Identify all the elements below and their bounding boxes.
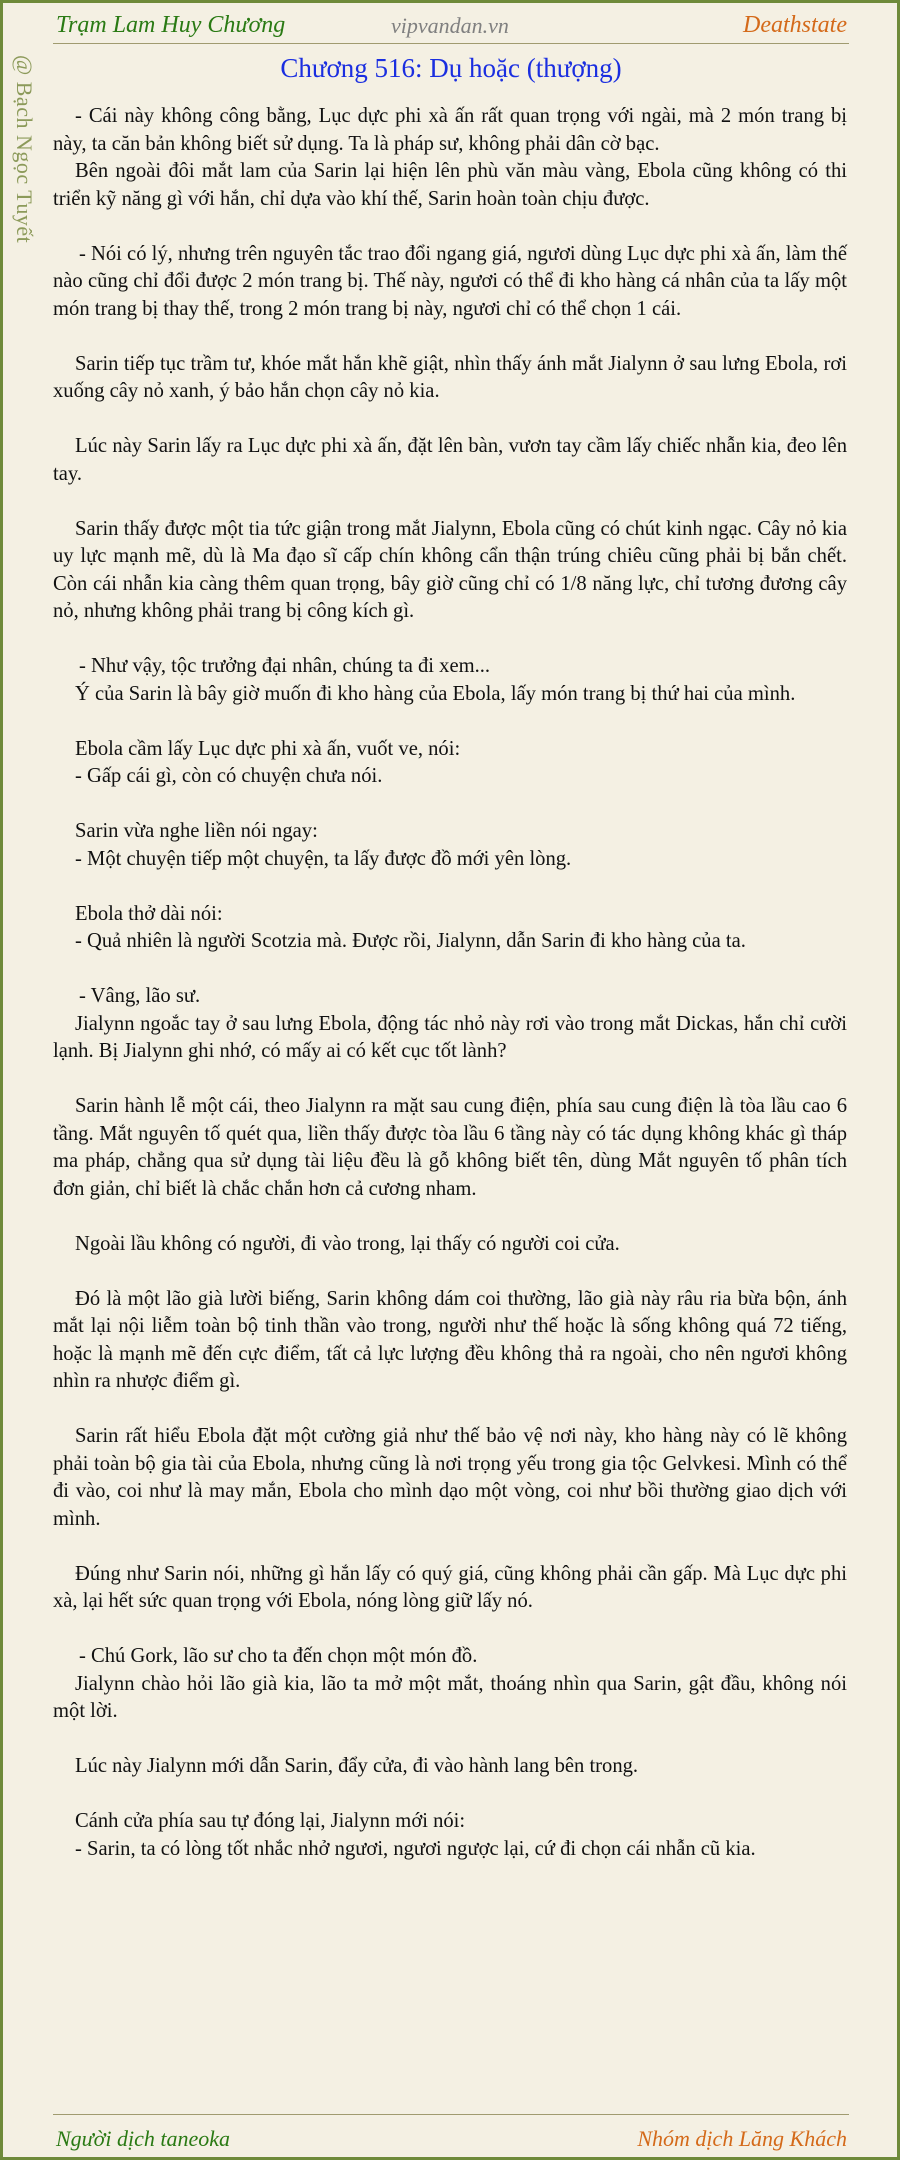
chapter-body xyxy=(53,103,847,1863)
paragraph-gap xyxy=(53,1533,847,1561)
paragraph: - Gấp cái gì, còn có chuyện chưa nói. xyxy=(75,765,383,787)
page-footer xyxy=(53,2114,849,2153)
header-site-name: Trạm Lam Huy Chương xyxy=(56,12,286,38)
paragraph: - Nói có lý, nhưng trên nguyên tắc trao đổi ngang giá, ngươi dùng Lục dực phi xà ấn, làm thế nào cũng chỉ đổi được 2 món trang bị. Thế này, ngươi có thể đi kho hàng cá nhân của ta lấy một món trang bị thay thế, trong 2 món trang bị này, ngươi chỉ có thể chọn 1 cái. xyxy=(53,242,847,320)
paragraph: Sarin tiếp tục trầm tư, khóe mắt hắn khẽ giật, nhìn thấy ánh mắt Jialynn ở sau lưng Ebola, rơi xuống cây nỏ xanh, ý bảo hắn chọn cây nỏ kia. xyxy=(53,352,847,402)
paragraph: Bên ngoài đôi mắt lam của Sarin lại hiện lên phù văn màu vàng, Ebola cũng không có thi triển kỹ năng gì với hắn, chỉ dựa vào khí thế, Sarin hoàn toàn chịu được. xyxy=(53,160,847,210)
footer-group: Nhóm dịch Lăng Khách xyxy=(637,2126,847,2151)
paragraph-gap xyxy=(53,873,847,901)
paragraph: Đúng như Sarin nói, những gì hắn lấy có quý giá, cũng không phải cần gấp. Mà Lục dực phi xà, lại hết sức quan trọng với Ebola, nóng lòng giữ lấy nó. xyxy=(53,1562,847,1612)
paragraph-gap xyxy=(53,1203,847,1231)
header-url: vipvandan.vn xyxy=(391,13,509,38)
paragraph: Sarin rất hiểu Ebola đặt một cường giả như thế bảo vệ nơi này, kho hàng này có lẽ không phải toàn bộ gia tài của Ebola, nhưng cũng là nơi trọng yếu trong gia tộc Gelvkesi. Mình có thể đi vào, coi như là may mắn, Ebola cho mình dạo một vòng, coi như bồi thường giao dịch với mình. xyxy=(53,1425,847,1530)
paragraph: Lúc này Jialynn mới dẫn Sarin, đẩy cửa, đi vào hành lang bên trong. xyxy=(75,1755,639,1777)
paragraph: Cánh cửa phía sau tự đóng lại, Jialynn mới nói: xyxy=(75,1810,466,1832)
paragraph-gap xyxy=(53,708,847,736)
paragraph-gap xyxy=(53,323,847,351)
paragraph-gap xyxy=(53,1396,847,1424)
paragraph: - Cái này không công bằng, Lục dực phi xà ấn rất quan trọng với ngài, mà 2 món trang bị này, ta căn bản không biết sử dụng. Ta là pháp sư, không phải dân cờ bạc. xyxy=(53,105,847,155)
paragraph: Đó là một lão già lười biếng, Sarin không dám coi thường, lão già này râu ria bừa bộn, ánh mắt lại nội liễm toàn bộ tinh thần vào trong, người như thế hoặc là sống không quá 72 tiếng, hoặc là mạnh mẽ đến cực điểm, tất cả lực lượng đều không thả ra ngoài, cho nên ngươi không nhìn ra nhược điểm gì. xyxy=(53,1287,847,1392)
paragraph-gap xyxy=(53,406,847,434)
paragraph-gap xyxy=(53,956,847,984)
paragraph: - Như vậy, tộc trưởng đại nhân, chúng ta đi xem... xyxy=(79,655,491,677)
paragraph: Lúc này Sarin lấy ra Lục dực phi xà ấn, đặt lên bàn, vươn tay cầm lấy chiếc nhẫn kia, đeo lên tay. xyxy=(53,435,847,485)
paragraph: Ebola cầm lấy Lục dực phi xà ấn, vuốt ve, nói: xyxy=(75,737,461,760)
page-header xyxy=(53,9,849,44)
paragraph: Ebola thở dài nói: xyxy=(75,902,223,925)
paragraph-gap xyxy=(53,1726,847,1754)
paragraph-gap xyxy=(53,1616,847,1644)
chapter-title: Chương 516: Dụ hoặc (thượng) xyxy=(280,53,622,83)
paragraph-gap xyxy=(53,488,847,516)
paragraph: Jialynn chào hỏi lão già kia, lão ta mở một mắt, thoáng nhìn qua Sarin, gật đầu, không nói một lời. xyxy=(53,1672,847,1722)
paragraph: Sarin vừa nghe liền nói ngay: xyxy=(75,820,318,842)
paragraph-gap xyxy=(53,1781,847,1809)
footer-translator: Người dịch taneoka xyxy=(56,2126,231,2151)
paragraph: Sarin hành lễ một cái, theo Jialynn ra mặt sau cung điện, phía sau cung điện là tòa lầu cao 6 tầng. Mắt nguyên tố quét qua, liền thấy được tòa lầu 6 tầng này có tác dụng không khác gì tháp ma pháp, chẳng qua sử dụng tài liệu đều là gỗ không biết tên, dùng Mắt nguyên tố phân tích đơn giản, chỉ biết là chắc chắn hơn cả cương nham. xyxy=(53,1095,847,1200)
paragraph-gap xyxy=(53,213,847,241)
paragraph: Sarin thấy được một tia tức giận trong mắt Jialynn, Ebola cũng có chút kinh ngạc. Cây nỏ kia uy lực mạnh mẽ, dù là Ma đạo sĩ cấp chín không cẩn thận trúng chiêu cũng phải bị bắn chết. Còn cái nhẫn kia càng thêm quan trọng, bây giờ cũng chỉ có 1/8 năng lực, chỉ tương đương cây nỏ, nhưng không phải trang bị công kích gì. xyxy=(53,517,847,622)
paragraph: - Quả nhiên là người Scotzia mà. Được rồi, Jialynn, dẫn Sarin đi kho hàng của ta. xyxy=(75,930,746,952)
paragraph: - Chú Gork, lão sư cho ta đến chọn một món đồ. xyxy=(79,1645,478,1667)
paragraph: - Một chuyện tiếp một chuyện, ta lấy được đồ mới yên lòng. xyxy=(75,847,572,870)
paragraph-gap xyxy=(53,1066,847,1094)
paragraph: Ý của Sarin là bây giờ muốn đi kho hàng của Ebola, lấy món trang bị thứ hai của mình. xyxy=(75,682,796,705)
paragraph: - Vâng, lão sư. xyxy=(79,985,201,1007)
paragraph: Jialynn ngoắc tay ở sau lưng Ebola, động tác nhỏ này rơi vào trong mắt Dickas, hắn chỉ cười lạnh. Bị Jialynn ghi nhớ, có mấy ai có kết cục tốt lành? xyxy=(53,1012,847,1062)
paragraph-gap xyxy=(53,626,847,654)
paragraph-gap xyxy=(53,791,847,819)
sidebar-credit: @ Bạch Ngọc Tuyết xyxy=(12,55,37,244)
paragraph-gap xyxy=(53,1258,847,1286)
paragraph: - Sarin, ta có lòng tốt nhắc nhở ngươi, ngươi ngược lại, cứ đi chọn cái nhẫn cũ kia. xyxy=(75,1837,756,1860)
paragraph: Ngoài lầu không có người, đi vào trong, lại thấy có người coi cửa. xyxy=(75,1232,620,1255)
header-author: Deathstate xyxy=(743,12,847,38)
